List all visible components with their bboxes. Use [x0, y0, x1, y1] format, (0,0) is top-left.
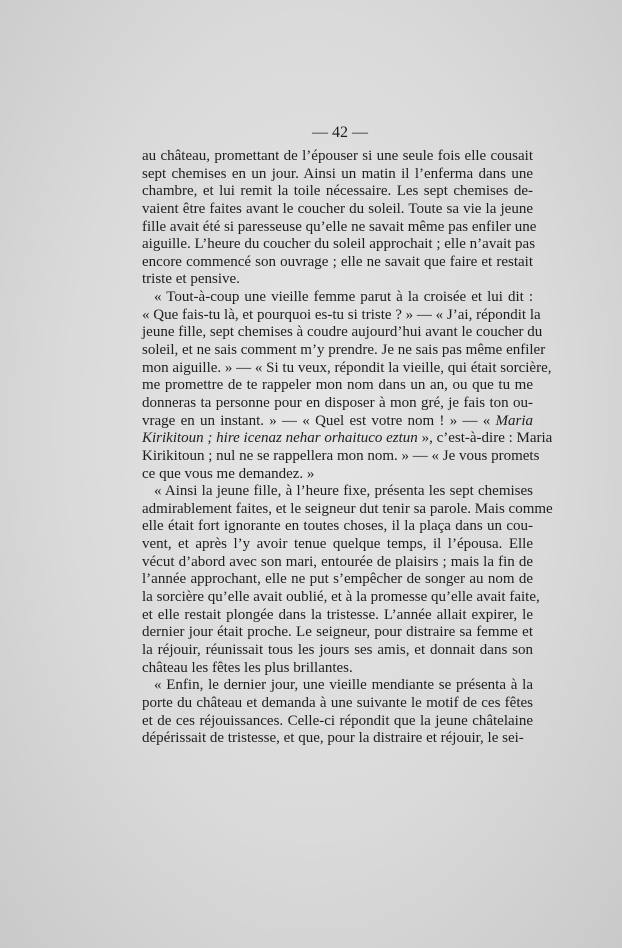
text-line: triste et pensive. [142, 271, 240, 288]
text-line: « Ainsi la jeune fille, à l’heure fixe, présenta les sept chemises [154, 483, 533, 500]
text-line: « Que fais-tu là, et pourquoi es-tu si triste ? » — « J’ai, répondit la [142, 306, 541, 323]
text-line: l’année approchant, elle ne put s’empêcher de songer au nom de [142, 571, 533, 588]
text-line: fille avait été si paresseuse qu’elle ne savait même pas enfiler une [142, 218, 537, 235]
text-line: et elle restait plongée dans la tristesse. L’année allait expirer, le [142, 606, 533, 623]
text-line: château les fêtes les plus brillantes. [142, 659, 353, 676]
text-line: vécut d’abord avec son mari, entourée de plaisirs ; mais la fin de [142, 553, 533, 570]
page-number: — 42 — [312, 124, 368, 141]
text-line: soleil, et ne sais comment m’y prendre. Je ne sais pas même enfiler [142, 342, 546, 359]
text-line: et de ces réjouissances. Celle-ci répondit que la jeune châtelaine [142, 712, 533, 729]
text-line: « Tout-à-coup une vieille femme parut à la croisée et lui dit : [154, 289, 533, 306]
text-line: encore commencé son ouvrage ; elle ne savait que faire et restait [142, 253, 533, 270]
text-line: dépérissait de tristesse, et que, pour la distraire et réjouir, le sei- [142, 730, 524, 747]
text-line: vrage en un instant. » — « Quel est votre nom ! » — « Maria [142, 412, 533, 429]
paragraph [142, 677, 533, 748]
paragraph [142, 289, 553, 483]
text-line: sept chemises en un jour. Ainsi un matin il l’enferma dans une [142, 165, 533, 182]
text-line: « Enfin, le dernier jour, une vieille mendiante se présenta à la [154, 677, 533, 694]
text-line: elle était fort ignorante en toutes choses, il la plaça dans un cou- [142, 518, 533, 535]
text-line: mon aiguille. » — « Si tu veux, répondit la vieille, qui était sorcière, [142, 359, 552, 376]
text-line: la réjouir, réunissait tous les jours ses amis, et donnait dans son [142, 641, 533, 658]
text-line: aiguille. L’heure du coucher du soleil approchait ; elle n’avait pas [142, 236, 536, 253]
text-line: la sorcière qu’elle avait oublié, et à la promesse qu’elle avait faite, [142, 589, 540, 606]
text-line: vent, et après l’y avoir tenue quelque temps, il l’épousa. Elle [142, 536, 533, 553]
text-line: au château, promettant de l’épouser si une seule fois elle cousait [142, 148, 533, 164]
text-line: porte du château et demanda à une suivante le motif de ces fêtes [142, 694, 533, 711]
italic-text: Kirikitoun ; hire icenaz nehar orhaituco eztun [142, 430, 418, 447]
italic-text: Maria [495, 412, 533, 429]
text-line: Kirikitoun ; hire icenaz nehar orhaituco eztun », c’est-à-dire : Maria [142, 430, 553, 447]
body-text [142, 148, 553, 748]
text-line: ce que vous me demandez. » [142, 465, 315, 482]
text-line: admirablement faites, et le seigneur dut tenir sa parole. Mais comme [142, 500, 553, 517]
text-line: donneras ta personne pour en disposer à mon gré, je fais ton ou- [142, 394, 533, 411]
text-line: vaient être faites avant le coucher du soleil. Toute sa vie la jeune [142, 200, 533, 217]
text-line: me promettre de te rappeler mon nom dans un an, ou que tu me [142, 377, 533, 394]
text-line: dernier jour était proche. Le seigneur, pour distraire sa femme et [142, 624, 533, 641]
text-line: jeune fille, sept chemises à coudre aujourd’hui avant le coucher du [142, 324, 543, 341]
text-line: chambre, et lui remit la toile nécessaire. Les sept chemises de- [142, 183, 533, 200]
text-line: Kirikitoun ; nul ne se rappellera mon nom. » — « Je vous promets [142, 447, 540, 464]
paragraph [142, 148, 537, 289]
paragraph [142, 483, 553, 677]
